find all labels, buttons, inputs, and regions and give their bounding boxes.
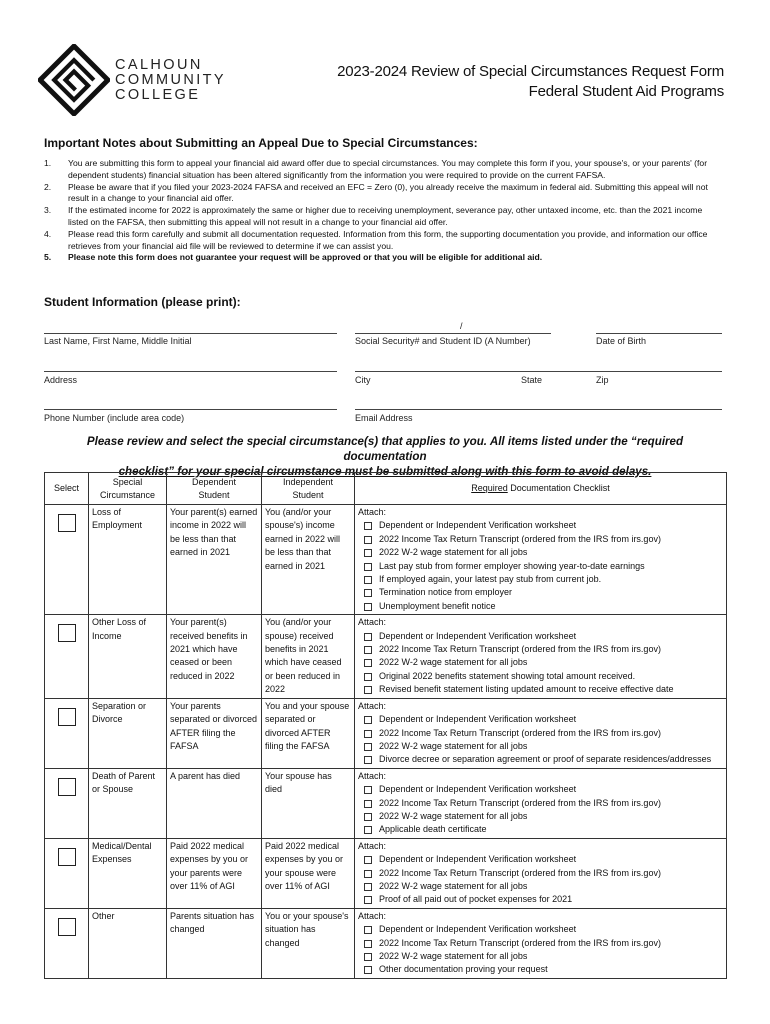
checklist-cell bbox=[355, 908, 727, 978]
select-cell bbox=[45, 698, 89, 768]
table-row bbox=[45, 698, 727, 768]
checklist-item-text: 2022 Income Tax Return Transcript (ordered from the IRS from irs.gov) bbox=[379, 727, 661, 738]
dependent-cell: Your parents separated or divorced AFTER filing the FAFSA bbox=[167, 698, 262, 768]
checklist-item bbox=[358, 586, 723, 599]
checkbox-icon[interactable] bbox=[364, 786, 372, 794]
checklist-item-text: If employed again, your latest pay stub from current job. bbox=[379, 574, 602, 585]
checklist-item-text: Dependent or Independent Verification worksheet bbox=[379, 714, 577, 725]
note-number: 2. bbox=[44, 181, 52, 192]
ssn-id-field[interactable] bbox=[355, 333, 551, 334]
select-cell bbox=[45, 838, 89, 908]
notes-list bbox=[44, 158, 724, 264]
checklist-item bbox=[358, 656, 723, 669]
circumstance-cell: Medical/Dental Expenses bbox=[89, 838, 167, 908]
review-line1: Please review and select the special circumstance(s) that applies to you. All items listed under the “required documentation bbox=[86, 435, 684, 463]
checkbox-icon[interactable] bbox=[364, 646, 372, 654]
select-checkbox-other-loss-of-income[interactable] bbox=[58, 624, 76, 642]
checklist-cell bbox=[355, 768, 727, 838]
checkbox-icon[interactable] bbox=[364, 826, 372, 834]
checklist-item-text: 2022 Income Tax Return Transcript (ordered from the IRS from irs.gov) bbox=[379, 797, 661, 808]
checklist-item bbox=[358, 533, 723, 546]
form-title-line1: 2023-2024 Review of Special Circumstances Request Form bbox=[337, 63, 724, 80]
independent-cell: Your spouse has died bbox=[262, 768, 355, 838]
checklist-item-text: Dependent or Independent Verification worksheet bbox=[379, 630, 577, 641]
checklist-item bbox=[358, 560, 723, 573]
dependent-cell: Your parent(s) received benefits in 2021 which have ceased or been reduced in 2022 bbox=[167, 615, 262, 698]
select-cell bbox=[45, 908, 89, 978]
select-checkbox-medical-dental-expenses[interactable] bbox=[58, 848, 76, 866]
checklist-item bbox=[358, 950, 723, 963]
ssn-id-label: Social Security# and Student ID (A Number) bbox=[355, 336, 531, 346]
checklist-item-text: Termination notice from employer bbox=[379, 587, 513, 598]
checklist-item bbox=[358, 753, 723, 766]
checkbox-icon[interactable] bbox=[364, 589, 372, 597]
independent-cell: You or your spouse's situation has changed bbox=[262, 908, 355, 978]
table-row bbox=[45, 768, 727, 838]
note-text: You are submitting this form to appeal your financial aid award offer due to special circumstances. You may complete this form if you, your spouse's, or your parents' (for dependent students) financial situation has been altered significantly from the information you were required to provide on the current FAFSA. bbox=[68, 158, 708, 180]
checkbox-icon[interactable] bbox=[364, 870, 372, 878]
checkbox-icon[interactable] bbox=[364, 926, 372, 934]
student-info-heading: Student Information (please print): bbox=[44, 295, 241, 309]
select-cell bbox=[45, 768, 89, 838]
phone-label: Phone Number (include area code) bbox=[44, 413, 185, 423]
note-number: 4. bbox=[44, 228, 52, 239]
checklist-item-text: Proof of all paid out of pocket expenses for 2021 bbox=[379, 894, 573, 905]
checkbox-icon[interactable] bbox=[364, 966, 372, 974]
select-checkbox-separation-or-divorce[interactable] bbox=[58, 708, 76, 726]
checklist-item bbox=[358, 519, 723, 532]
zip-label: Zip bbox=[596, 375, 609, 385]
checklist-item bbox=[358, 573, 723, 586]
checklist-item-text: Original 2022 benefits statement showing total amount received. bbox=[379, 670, 636, 681]
name-label: Last Name, First Name, Middle Initial bbox=[44, 336, 192, 346]
checklist-item-text: Dependent or Independent Verification worksheet bbox=[379, 520, 577, 531]
circumstance-cell: Other Loss of Income bbox=[89, 615, 167, 698]
checklist-item bbox=[358, 923, 723, 936]
checkbox-icon[interactable] bbox=[364, 896, 372, 904]
checklist-cell bbox=[355, 838, 727, 908]
dob-label: Date of Birth bbox=[596, 336, 647, 346]
checkbox-icon[interactable] bbox=[364, 659, 372, 667]
college-name bbox=[115, 58, 226, 103]
note-number: 1. bbox=[44, 158, 52, 168]
note-item bbox=[44, 158, 724, 182]
header-select: Select bbox=[45, 473, 89, 505]
checkbox-icon[interactable] bbox=[364, 603, 372, 611]
checklist-item-text: 2022 Income Tax Return Transcript (ordered from the IRS from irs.gov) bbox=[379, 937, 661, 948]
table-row bbox=[45, 505, 727, 615]
dependent-cell: Paid 2022 medical expenses by you or your parents were over 11% of AGI bbox=[167, 838, 262, 908]
checklist-item-text: Dependent or Independent Verification worksheet bbox=[379, 924, 577, 935]
note-item bbox=[44, 205, 724, 229]
city-label: City bbox=[355, 375, 371, 385]
select-checkbox-death-of-parent-or-spouse[interactable] bbox=[58, 778, 76, 796]
header-text: Independent bbox=[282, 476, 334, 487]
city-state-zip-field[interactable] bbox=[355, 371, 722, 372]
checkbox-icon[interactable] bbox=[364, 953, 372, 961]
checklist-item-text: Revised benefit statement listing updated amount to receive effective date bbox=[379, 684, 674, 695]
attach-label: Attach: bbox=[358, 617, 387, 628]
checklist-item-text: Applicable death certificate bbox=[379, 824, 487, 835]
checklist-item bbox=[358, 740, 723, 753]
attach-label: Attach: bbox=[358, 840, 387, 851]
independent-cell: Paid 2022 medical expenses by you or your spouse were over 11% of AGI bbox=[262, 838, 355, 908]
note-text: If the estimated income for 2022 is approximately the same or higher due to receiving unemployment, severance pay, other untaxed income, etc. than the 2021 income listed on the FAFSA, then submitting this appeal will not result in a change to your financial aid offer. bbox=[68, 205, 703, 227]
checklist-item bbox=[358, 546, 723, 559]
select-cell bbox=[45, 505, 89, 615]
table-row bbox=[45, 615, 727, 698]
checkbox-icon[interactable] bbox=[364, 813, 372, 821]
checkbox-icon[interactable] bbox=[364, 800, 372, 808]
form-title bbox=[337, 62, 724, 102]
header-text: Documentation Checklist bbox=[507, 483, 610, 493]
note-item bbox=[44, 182, 724, 206]
checklist-item bbox=[358, 727, 723, 740]
header-text: Student bbox=[292, 489, 324, 500]
independent-cell: You and your spouse separated or divorced AFTER filing the FAFSA bbox=[262, 698, 355, 768]
checkbox-icon[interactable] bbox=[364, 883, 372, 891]
checklist-item-text: 2022 Income Tax Return Transcript (ordered from the IRS from irs.gov) bbox=[379, 867, 661, 878]
dob-field[interactable] bbox=[596, 333, 722, 334]
checkbox-icon[interactable] bbox=[364, 673, 372, 681]
checklist-item-text: 2022 W-2 wage statement for all jobs bbox=[379, 951, 528, 961]
checklist-item bbox=[358, 937, 723, 950]
checkbox-icon[interactable] bbox=[364, 856, 372, 864]
checklist-cell bbox=[355, 505, 727, 615]
checklist-item bbox=[358, 963, 723, 976]
header-checklist bbox=[355, 473, 727, 505]
email-label: Email Address bbox=[355, 413, 413, 423]
checklist-item bbox=[358, 683, 723, 696]
address-label: Address bbox=[44, 375, 78, 385]
checklist-item-text: 2022 W-2 wage statement for all jobs bbox=[379, 547, 528, 558]
checklist-item bbox=[358, 600, 723, 613]
checkbox-icon[interactable] bbox=[364, 563, 372, 571]
checklist-item-text: Other documentation proving your request bbox=[379, 964, 548, 975]
checklist-item bbox=[358, 823, 723, 836]
checklist-item-text: Dependent or Independent Verification worksheet bbox=[379, 854, 577, 865]
circumstance-cell: Separation or Divorce bbox=[89, 698, 167, 768]
note-number: 3. bbox=[44, 205, 52, 216]
attach-label: Attach: bbox=[358, 910, 387, 921]
checklist-item bbox=[358, 783, 723, 796]
checklist-item bbox=[358, 893, 723, 906]
header-circumstance bbox=[89, 473, 167, 505]
header-text: Dependent bbox=[191, 476, 237, 487]
college-name-line: COMMUNITY bbox=[115, 72, 227, 88]
college-name-line: CALHOUN bbox=[115, 57, 203, 73]
checkbox-icon[interactable] bbox=[364, 756, 372, 764]
checklist-item bbox=[358, 797, 723, 810]
checklist-item bbox=[358, 630, 723, 643]
header-text: Special bbox=[112, 476, 143, 487]
college-name-line: COLLEGE bbox=[115, 87, 201, 103]
checklist-item-text: 2022 W-2 wage statement for all jobs bbox=[379, 740, 528, 751]
phone-field[interactable] bbox=[44, 409, 337, 410]
checklist-cell bbox=[355, 615, 727, 698]
table-header-row bbox=[45, 473, 727, 505]
dependent-cell: A parent has died bbox=[167, 768, 262, 838]
table-row bbox=[45, 838, 727, 908]
checklist-item-text: 2022 W-2 wage statement for all jobs bbox=[379, 880, 528, 891]
checklist-item-text: Divorce decree or separation agreement or proof of separate residences/addresses bbox=[379, 754, 712, 765]
checkbox-icon[interactable] bbox=[364, 940, 372, 948]
checklist-item bbox=[358, 643, 723, 656]
checklist-cell bbox=[355, 698, 727, 768]
select-checkbox-other[interactable] bbox=[58, 918, 76, 936]
checkbox-icon[interactable] bbox=[364, 549, 372, 557]
dependent-cell: Your parent(s) earned income in 2022 will be less than that earned in 2021 bbox=[167, 505, 262, 615]
checklist-item-text: 2022 Income Tax Return Transcript (ordered from the IRS from irs.gov) bbox=[379, 644, 661, 655]
table-row bbox=[45, 908, 727, 978]
state-label: State bbox=[521, 375, 543, 385]
checklist-item bbox=[358, 853, 723, 866]
form-title-line2: Federal Student Aid Programs bbox=[528, 83, 724, 100]
checkbox-icon[interactable] bbox=[364, 576, 372, 584]
checklist-item-text: 2022 W-2 wage statement for all jobs bbox=[379, 657, 528, 668]
note-item bbox=[44, 252, 724, 264]
attach-label: Attach: bbox=[358, 507, 387, 517]
college-logo bbox=[38, 44, 338, 116]
checklist-item bbox=[358, 810, 723, 823]
checkbox-icon[interactable] bbox=[364, 743, 372, 751]
header-text: Required bbox=[471, 483, 508, 493]
header-independent bbox=[262, 473, 355, 505]
review-line2: checklist” for your special circumstance must be submitted along with this form to avoid delays. bbox=[118, 465, 652, 478]
name-field[interactable] bbox=[44, 333, 337, 334]
note-number: 5. bbox=[44, 252, 52, 263]
checklist-item-text: 2022 W-2 wage statement for all jobs bbox=[379, 810, 528, 821]
special-circumstances-table bbox=[44, 472, 727, 979]
header-text: Student bbox=[198, 489, 230, 500]
header-dependent bbox=[167, 473, 262, 505]
circumstance-cell: Death of Parent or Spouse bbox=[89, 768, 167, 838]
circumstance-cell: Other bbox=[89, 908, 167, 978]
checkbox-icon[interactable] bbox=[364, 686, 372, 694]
checklist-item-text: Last pay stub from former employer showing year-to-date earnings bbox=[379, 560, 645, 571]
independent-cell: You (and/or your spouse) received benefits in 2021 which have ceased or been reduced in 2022 bbox=[262, 615, 355, 698]
note-text: Please be aware that if you filed your 2023-2024 FAFSA and received an EFC = Zero (0), you already receive the maximum in federal aid. Submitting this appeal will not result in a change to your financial aid offer. bbox=[68, 181, 708, 204]
checkbox-icon[interactable] bbox=[364, 633, 372, 641]
checklist-item-text: Dependent or Independent Verification worksheet bbox=[379, 784, 577, 795]
header-text: Circumstance bbox=[99, 489, 155, 500]
select-cell bbox=[45, 615, 89, 698]
note-text: Please note this form does not guarantee your request will be approved or that you will be eligible for additional aid. bbox=[68, 252, 543, 263]
note-item bbox=[44, 229, 724, 253]
checklist-item bbox=[358, 867, 723, 880]
note-text: Please read this form carefully and submit all documentation requested. Information from this form, the supporting documentation you provide, and information our office retrieves from your financial aid file will be reviewed to determine if we can assist you. bbox=[68, 228, 708, 251]
checklist-item bbox=[358, 670, 723, 683]
checklist-item bbox=[358, 713, 723, 726]
select-checkbox-loss-of-employment[interactable] bbox=[58, 514, 76, 532]
notes-heading: Important Notes about Submitting an Appeal Due to Special Circumstances: bbox=[44, 136, 478, 150]
checkbox-icon[interactable] bbox=[364, 522, 372, 530]
checklist-item-text: Unemployment benefit notice bbox=[379, 600, 496, 611]
independent-cell: You (and/or your spouse's) income earned in 2022 will be less than that earned in 2021 bbox=[262, 505, 355, 615]
calhoun-logo-icon bbox=[38, 44, 110, 116]
attach-label: Attach: bbox=[358, 770, 387, 781]
checkbox-icon[interactable] bbox=[364, 730, 372, 738]
email-field[interactable] bbox=[355, 409, 722, 410]
circumstance-cell: Loss of Employment bbox=[89, 505, 167, 615]
dependent-cell: Parents situation has changed bbox=[167, 908, 262, 978]
checklist-item bbox=[358, 880, 723, 893]
checklist-item-text: 2022 Income Tax Return Transcript (ordered from the IRS from irs.gov) bbox=[379, 533, 661, 544]
checkbox-icon[interactable] bbox=[364, 716, 372, 724]
ssn-id-separator: / bbox=[460, 321, 463, 331]
address-field[interactable] bbox=[44, 371, 337, 372]
checkbox-icon[interactable] bbox=[364, 536, 372, 544]
attach-label: Attach: bbox=[358, 700, 387, 711]
